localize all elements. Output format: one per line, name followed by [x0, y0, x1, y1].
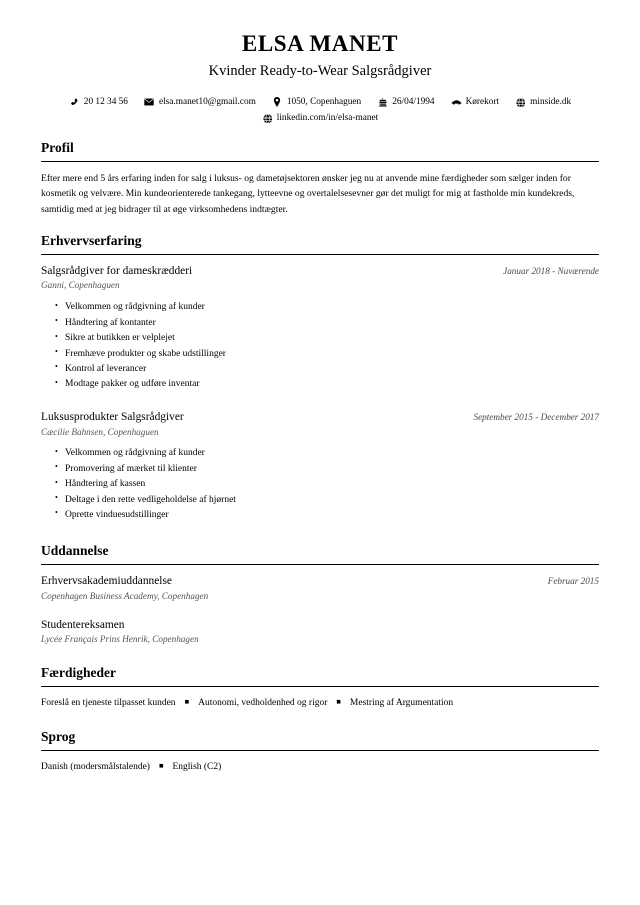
experience-company: Cæcilie Bahnsen, Copenhaguen — [41, 426, 159, 437]
contact-website-text: minside.dk — [530, 96, 572, 107]
list-item: • Velkommen og rådgivning af kunder — [55, 300, 599, 315]
contact-linkedin[interactable] — [262, 113, 378, 124]
location-icon — [272, 97, 283, 108]
list-item: • Velkommen og rådgivning af kunder — [55, 446, 599, 461]
language-item: English (C2) — [172, 761, 222, 772]
experience-entry-head — [41, 410, 599, 425]
language-item: Danish (modersmålstalende) — [41, 761, 150, 772]
list-item: • Håndtering af kontanter — [55, 316, 599, 331]
section-title-experience: Erhvervserfaring — [41, 233, 142, 249]
section-experience — [41, 233, 599, 523]
section-title-languages: Sprog — [41, 729, 76, 745]
languages-separator: ■ — [158, 761, 164, 771]
contact-location-text: 1050, Copenhaguen — [286, 96, 362, 107]
section-skills — [41, 665, 599, 710]
list-item: • Modtage pakker og udføre inventar — [55, 377, 599, 392]
experience-entry — [41, 410, 599, 524]
education-school: Lycée Français Prins Henrik, Copenhagen — [41, 634, 199, 645]
experience-role: Luksusprodukter Salgsrådgiver — [41, 410, 184, 423]
contact-row-secondary — [41, 113, 599, 124]
list-item: • Sikre at butikken er velplejet — [55, 331, 599, 346]
contact-email-text: elsa.manet10@gmail.com — [158, 96, 256, 107]
contact-birthdate — [377, 97, 434, 108]
candidate-name: ELSA MANET — [241, 31, 399, 56]
experience-entry — [41, 264, 599, 393]
experience-entry-head — [41, 264, 599, 279]
education-degree: Erhvervsakademiuddannelse — [41, 574, 172, 587]
skills-separator: ■ — [336, 697, 341, 707]
section-divider — [41, 564, 599, 565]
list-item: • Kontrol af leverancer — [55, 362, 599, 377]
experience-date: Januar 2018 - Nuværende — [503, 265, 599, 276]
education-entry-head — [41, 618, 599, 633]
education-entry — [41, 574, 599, 603]
skill-item: Autonomi, vedholdenhed og rigor — [198, 697, 328, 708]
list-item: • Oprette vinduesudstillinger — [55, 508, 599, 523]
globe-icon — [515, 97, 526, 108]
contact-driving-license-text: Kørekort — [465, 96, 500, 107]
experience-role: Salgsrådgiver for dameskrædderi — [41, 264, 193, 277]
section-languages — [41, 729, 599, 774]
section-profile — [41, 140, 599, 217]
candidate-headline: Kvinder Ready-to-Wear Salgsrådgiver — [208, 62, 432, 79]
section-title-education: Uddannelse — [41, 543, 109, 559]
section-title-skills: Færdigheder — [41, 665, 116, 681]
education-date: Februar 2015 — [547, 575, 599, 586]
resume-header — [41, 30, 599, 124]
skill-item: Foreslå en tjeneste tilpasset kunden — [41, 697, 176, 708]
contact-phone-text: 20 12 34 56 — [83, 96, 128, 107]
birthday-icon — [377, 97, 388, 108]
contact-birthdate-text: 26/04/1994 — [392, 96, 435, 107]
contact-linkedin-text: linkedin.com/in/elsa-manet — [276, 112, 379, 123]
experience-bullet-list — [41, 300, 599, 392]
contact-phone[interactable] — [69, 97, 128, 108]
experience-date: September 2015 - December 2017 — [473, 411, 599, 422]
car-icon — [451, 97, 462, 108]
section-divider — [41, 686, 599, 687]
list-item: • Deltage i den rette vedligeholdelse af hjørnet — [55, 493, 599, 508]
section-title-profile: Profil — [41, 140, 74, 156]
languages-list — [41, 760, 599, 774]
contact-location — [272, 97, 361, 108]
email-icon — [144, 97, 155, 108]
list-item: • Fremhæve produkter og skabe udstillinger — [55, 347, 599, 362]
education-school: Copenhagen Business Academy, Copenhagen — [41, 590, 209, 601]
education-entry — [41, 618, 599, 647]
experience-bullet-list — [41, 446, 599, 523]
contact-driving-license — [451, 97, 500, 108]
section-divider — [41, 161, 599, 162]
phone-icon — [69, 97, 80, 108]
profile-text: Efter mere end 5 års erfaring inden for salg i luksus- og dametøjsektoren ønsker jeg nu at anvende mine færdigheder som sælger inden for kosmetik og velvære. Min kundeorienterede tankegang, lytteevne og overtalelsesevner gør det muligt for mig at fastholde min kundekreds, samtidig med at jeg bidrager til at øge virksomhedens indtægter. — [41, 172, 575, 215]
education-degree: Studentereksamen — [41, 618, 125, 631]
list-item: • Promovering af mærket til klienter — [55, 462, 599, 477]
education-entry-head — [41, 574, 599, 589]
contact-row-primary — [41, 97, 599, 108]
contact-website[interactable] — [515, 97, 571, 108]
skill-item: Mestring af Argumentation — [349, 697, 454, 708]
experience-company: Ganni, Copenhaguen — [41, 280, 120, 291]
contact-email[interactable] — [144, 97, 256, 108]
section-divider — [41, 750, 599, 751]
globe-icon — [262, 113, 273, 124]
skills-list — [41, 696, 599, 710]
skills-separator: ■ — [184, 697, 190, 707]
section-education — [41, 543, 599, 646]
section-divider — [41, 254, 599, 255]
list-item: • Håndtering af kassen — [55, 477, 599, 492]
